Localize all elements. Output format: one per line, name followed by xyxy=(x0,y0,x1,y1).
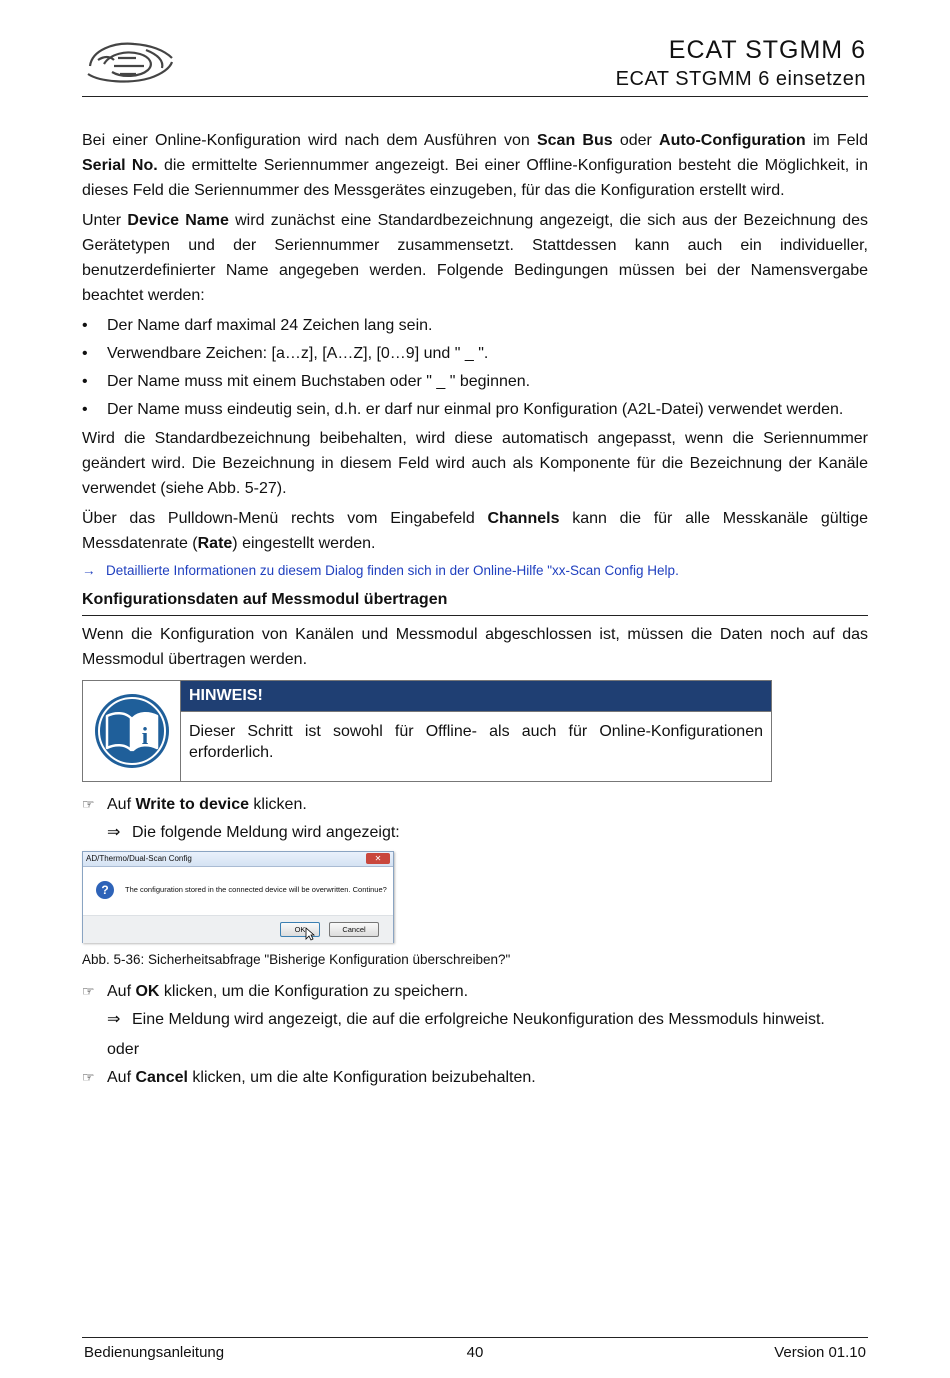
text-run: Auf xyxy=(107,1069,136,1086)
text-run: oder xyxy=(612,132,660,149)
bold-term: Cancel xyxy=(135,1069,188,1086)
arrow-right-icon: → xyxy=(82,563,96,578)
bold-term: Scan Bus xyxy=(536,132,613,149)
company-logo xyxy=(84,36,176,88)
paragraph-channels-rate xyxy=(82,506,868,556)
header-divider xyxy=(82,96,868,97)
text-run: Über das Pulldown-Menü rechts vom Eingabefeld xyxy=(82,510,488,527)
text-run: wird zunächst eine Standardbezeichnung angezeigt, die sich aus der Bezeichnung des Gerätetypen und der Seriennummer zusammensetzt. Stattdessen kann auch ein individueller, benutzerdefinierter Name angegeben werden. Folgende Bedingungen müssen bei der Namensvergabe beachtet werden: xyxy=(82,212,869,304)
confirm-dialog-screenshot xyxy=(82,851,394,943)
page-number: 40 xyxy=(466,1344,484,1361)
figure-caption: Abb. 5-36: Sicherheitsabfrage "Bisherige Konfiguration überschreiben?" xyxy=(82,952,511,967)
section-heading: Konfigurationsdaten auf Messmodul übertragen xyxy=(82,589,868,616)
notice-icon-cell xyxy=(83,681,181,781)
list-item-text: Der Name muss eindeutig sein, d.h. er darf nur einmal pro Konfiguration (A2L-Datei) verwendet werden. xyxy=(107,401,844,418)
instruction-step xyxy=(82,979,868,1004)
notice-box xyxy=(82,680,772,782)
text-run: im Feld xyxy=(805,132,868,149)
bold-term: Rate xyxy=(197,535,233,552)
manual-info-icon xyxy=(93,692,171,770)
dialog-message: The configuration stored in the connected device will be overwritten. Continue? xyxy=(125,885,387,894)
bold-term: Channels xyxy=(487,510,560,527)
dialog-body xyxy=(83,867,393,915)
mouse-cursor-icon xyxy=(305,927,315,941)
result-arrow-icon: ⇒ xyxy=(107,1011,121,1028)
help-reference xyxy=(82,561,868,581)
text-run: Unter xyxy=(82,212,128,229)
list-item xyxy=(82,341,868,366)
page-content xyxy=(82,128,868,1093)
bullet-icon: • xyxy=(82,401,88,418)
footer-version: Version 01.10 xyxy=(774,1344,866,1361)
bullet-icon: • xyxy=(82,373,88,390)
header-subtitle: ECAT STGMM 6 einsetzen xyxy=(615,68,866,90)
text-run: kann die für alle Messkanäle gültige Messdatenrate ( xyxy=(82,510,868,552)
list-item-text: Verwendbare Zeichen: [a…z], [A…Z], [0…9] und " _ ". xyxy=(107,345,489,362)
bullet-icon: • xyxy=(82,345,88,362)
text-run: die ermittelte Seriennummer angezeigt. Bei einer Offline-Konfiguration besteht die Möglichkeit, in dieses Feld die Seriennummer des Messgerätes einzugeben, für das die Konfiguration erstellt wird. xyxy=(82,157,868,199)
text-run: Bei einer Online-Konfiguration wird nach dem Ausführen von xyxy=(82,132,537,149)
paragraph-transfer: Wenn die Konfiguration von Kanälen und Messmodul abgeschlossen ist, müssen die Daten noch auf das Messmodul übertragen werden. xyxy=(82,626,868,668)
footer-doc-type: Bedienungsanleitung xyxy=(84,1344,225,1361)
result-text: Eine Meldung wird angezeigt, die auf die erfolgreiche Neukonfiguration des Messmoduls hinweist. xyxy=(132,1011,825,1028)
paragraph-standard-name: Wird die Standardbezeichnung beibehalten, wird diese automatisch angepasst, wenn die Seriennummer geändert wird. Die Bezeichnung in diesem Feld wird auch als Komponente für die Bezeichnung der Kanäle verwendet (siehe Abb. 5-27). xyxy=(82,430,868,497)
pointing-hand-icon: ☞ xyxy=(82,1069,95,1085)
result-arrow-icon: ⇒ xyxy=(107,824,121,841)
instruction-step xyxy=(82,792,868,817)
help-reference-text: Detaillierte Informationen zu diesem Dialog finden sich in der Online-Hilfe "xx-Scan Config Help. xyxy=(106,563,679,578)
list-item xyxy=(82,369,868,394)
instruction-step xyxy=(82,1065,868,1090)
bullet-icon: • xyxy=(82,317,88,334)
bold-term: OK xyxy=(135,983,160,1000)
dialog-titlebar xyxy=(83,852,393,867)
text-run: Auf xyxy=(107,796,136,813)
notice-heading: HINWEIS! xyxy=(181,681,771,711)
paragraph-serial-no xyxy=(82,128,868,203)
paragraph-device-name xyxy=(82,208,868,308)
list-item xyxy=(82,397,868,422)
naming-rules-list xyxy=(82,313,868,422)
text-run: klicken, um die Konfiguration zu speichern. xyxy=(159,983,469,1000)
text-run: Auf xyxy=(107,983,136,1000)
list-item-text: Der Name darf maximal 24 Zeichen lang sein. xyxy=(107,317,433,334)
text-run: ) eingestellt werden. xyxy=(232,535,376,552)
notice-text: Dieser Schritt ist sowohl für Offline- als auch für Online-Konfigurationen erforderlich. xyxy=(181,711,771,781)
ok-button: OK xyxy=(280,922,320,937)
notice-icon-letter: i xyxy=(141,724,148,750)
list-item xyxy=(82,313,868,338)
alternative-label: oder xyxy=(107,1041,140,1058)
instruction-result xyxy=(82,820,868,845)
bold-term: Serial No. xyxy=(82,157,158,174)
result-text: Die folgende Meldung wird angezeigt: xyxy=(132,824,400,841)
pointing-hand-icon: ☞ xyxy=(82,796,95,812)
dialog-title: AD/Thermo/Dual-Scan Config xyxy=(86,854,192,863)
dialog-footer xyxy=(83,915,393,943)
notice-body xyxy=(181,681,771,781)
text-run: klicken. xyxy=(248,796,307,813)
pointing-hand-icon: ☞ xyxy=(82,983,95,999)
close-icon: ✕ xyxy=(366,853,390,864)
bold-term: Device Name xyxy=(127,212,229,229)
bold-term: Write to device xyxy=(135,796,249,813)
header-title: ECAT STGMM 6 xyxy=(668,36,866,64)
instruction-result xyxy=(82,1007,868,1032)
bold-term: Auto-Configuration xyxy=(659,132,806,149)
text-run: klicken, um die alte Konfiguration beizubehalten. xyxy=(187,1069,536,1086)
cancel-button: Cancel xyxy=(329,922,379,937)
footer-divider xyxy=(82,1337,868,1338)
list-item-text: Der Name muss mit einem Buchstaben oder " _ " beginnen. xyxy=(107,373,531,390)
question-icon: ? xyxy=(96,881,114,899)
